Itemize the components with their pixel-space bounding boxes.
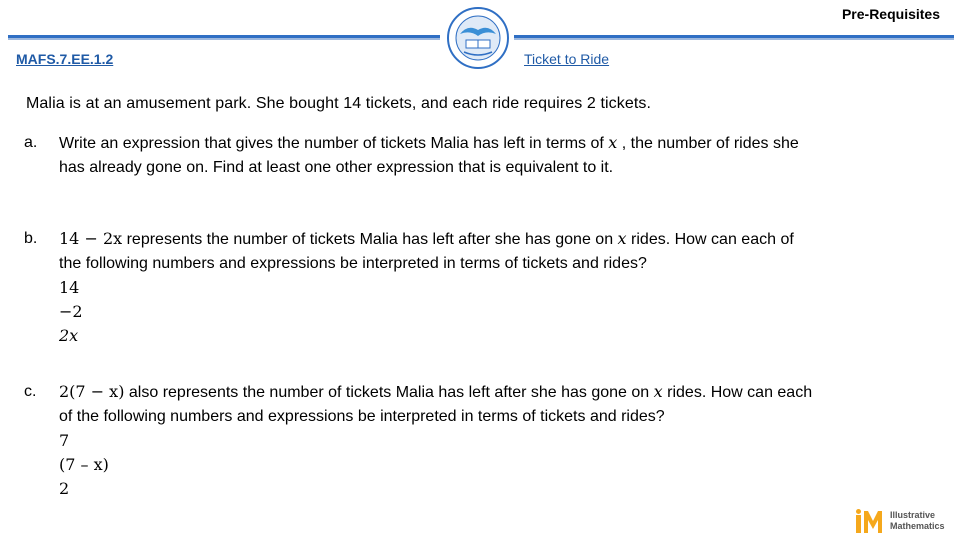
lesson-title-link[interactable]: Ticket to Ride [524, 51, 610, 67]
part-c-item: (7 – x) [59, 455, 109, 474]
section-label: Pre-Requisites [841, 6, 940, 22]
im-brand-line1: Illustrative [890, 510, 936, 520]
im-mark-icon [856, 509, 884, 533]
part-c-variable: x [653, 382, 663, 401]
part-c [24, 380, 929, 501]
part-c-text: also represents the number of tickets Malia has left after she has gone on [128, 384, 650, 401]
part-c-item: 7 [59, 431, 70, 450]
part-c-line2: of the following numbers and expressions be interpreted in terms of tickets and rides? [59, 408, 665, 425]
part-c-text-cont: rides. How can each [667, 384, 813, 401]
part-b-item: −2 [59, 302, 83, 321]
header-divider-left [8, 35, 440, 38]
part-a-text: Write an expression that gives the number of tickets Malia has left in terms of [59, 135, 604, 152]
im-brand-text [890, 510, 945, 532]
part-a-line2: has already gone on. Find at least one other expression that is equivalent to it. [59, 159, 614, 176]
part-a [24, 131, 929, 180]
illustrative-mathematics-logo [856, 508, 946, 534]
part-c-expression: 2(7 − x) [59, 382, 125, 401]
part-c-item: 2 [59, 479, 70, 498]
im-brand-line2: Mathematics [890, 521, 945, 531]
part-b-text: represents the number of tickets Malia has left after she has gone on [126, 231, 614, 248]
standard-link[interactable]: MAFS.7.EE.1.2 [16, 51, 114, 67]
part-a-marker: a. [24, 134, 38, 151]
part-b-expression: 14 − 2x [59, 229, 123, 248]
part-a-variable: x [608, 133, 618, 152]
header-divider-right [514, 35, 954, 38]
part-b-line2: the following numbers and expressions be interpreted in terms of tickets and rides? [59, 255, 647, 272]
part-b-item: 14 [59, 278, 80, 297]
district-seal-logo [446, 6, 510, 70]
part-b-variable: x [617, 229, 627, 248]
part-b-text-cont: rides. How can each of [631, 231, 794, 248]
part-c-marker: c. [24, 383, 37, 400]
part-b-marker: b. [24, 230, 38, 247]
part-b-item: 2x [59, 326, 79, 345]
part-b [24, 227, 929, 348]
part-a-text-cont: , the number of rides she [621, 135, 799, 152]
problem-intro: Malia is at an amusement park. She bought 14 tickets, and each ride requires 2 tickets. [26, 95, 652, 112]
